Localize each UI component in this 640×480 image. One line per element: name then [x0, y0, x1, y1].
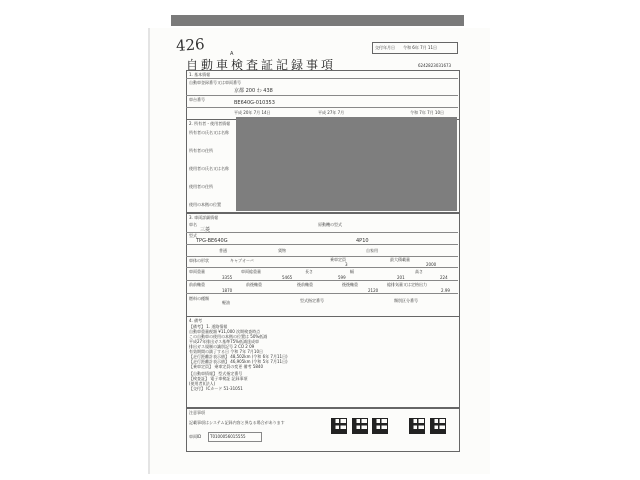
max-load-value: 2000: [426, 262, 437, 267]
document-number: 6242823031673: [418, 63, 452, 68]
engine-label: 原動機の型式: [318, 222, 342, 227]
remark-line: (使用者)(法人): [189, 381, 216, 386]
remark-line: 排出ガス規制の識別記号 2 CO 2 09: [189, 344, 255, 349]
section4-heading: 4. 備考: [189, 318, 203, 323]
axle-rear-rear-label: 後後軸重: [342, 282, 358, 287]
fuel-value: 軽油: [222, 300, 230, 305]
document-header-bar: [171, 15, 464, 26]
chassis-label: 車台番号: [189, 97, 205, 102]
qr-code-icon: [430, 418, 446, 434]
section2-heading: 2. 所有者・使用者情報: [189, 121, 231, 126]
weight-value: 3355: [222, 275, 233, 280]
gross-weight-label: 車両総重量: [241, 269, 261, 274]
remark-line: 【走行距離計表示値】 46,905km (令和 5年 7月11日): [189, 359, 288, 364]
small-mark: A: [230, 51, 234, 57]
class-label: 類別区分番号: [394, 298, 418, 303]
engine-value: 4P10: [356, 238, 369, 244]
use-value: 普通: [219, 248, 227, 253]
date-3: 令和 7年 7月 10日: [410, 110, 444, 115]
maker-label: 車名: [189, 222, 197, 227]
remark-line: 自動車重量税額 ¥11,000 次期検査時点: [189, 329, 261, 334]
redaction-block: [236, 117, 457, 211]
qr-code-icon: [331, 418, 347, 434]
remark-line: 平成27年排出ガス基準75%低減達成車: [189, 339, 259, 344]
issue-date: 令和 6年 7月 11日: [403, 45, 437, 50]
remark-line: この自動車の使用の本拠の位置は 50%低減: [189, 334, 268, 339]
remark-line: 有効期間の満了する日 令和 7年 7月10日: [189, 349, 263, 354]
handwritten-number: 426: [175, 35, 206, 55]
user-address-label: 使用者の住所: [189, 184, 213, 189]
qr-code-icon: [372, 418, 388, 434]
height-label: 高さ: [415, 269, 423, 274]
displacement-label: 総排気量又は定格出力: [387, 282, 427, 287]
date-2: 平成 27年 7月: [318, 110, 345, 115]
width-value: 201: [397, 275, 405, 280]
body-value: キャブオーバ: [230, 258, 254, 263]
remark-line: 【自動車情報】 型式指定番号: [189, 371, 243, 376]
remark-line: 【備考】 1. 道路情報: [189, 324, 228, 329]
purpose-value: 貨物: [278, 248, 286, 253]
divider: [186, 232, 458, 233]
length-value: 599: [338, 275, 346, 280]
owner-address-label: 所有者の住所: [189, 148, 213, 153]
width-label: 幅: [350, 269, 354, 274]
axle-front-rear-label: 前後軸重: [246, 282, 262, 287]
divider: [186, 78, 458, 79]
remark-line: 【走行距離計表示値】 48,502km (令和 6年 7月11日): [189, 354, 288, 359]
document-title: 自動車検査証記録事項: [186, 58, 337, 72]
axle-rear-front-label: 後前軸重: [297, 282, 313, 287]
capacity-value: 3: [345, 262, 348, 267]
divider: [186, 107, 458, 108]
date-1: 平成 20年 7月 14日: [234, 110, 271, 115]
private-business-value: 自家用: [366, 248, 378, 253]
axle-front-front-label: 前前軸重: [189, 282, 205, 287]
gross-weight-value: 5465: [282, 275, 293, 280]
divider: [186, 267, 458, 268]
remark-line: 【乗車定員】 乗車定員の変更 備考 5840: [189, 364, 263, 369]
remark-line: 【交付】 ICカード 51-31051: [189, 386, 243, 391]
divider: [186, 244, 458, 245]
issue-date-label: 交付年月日: [375, 45, 395, 50]
user-name-label: 使用者の氏名又は名称: [189, 166, 229, 171]
weight-label: 車両重量: [189, 269, 205, 274]
reg-label: 自動車登録番号又は車両番号: [189, 80, 241, 85]
fuel-label: 燃料の種類: [189, 296, 209, 301]
chassis-value: BE640G-010353: [234, 100, 275, 106]
divider: [186, 293, 458, 294]
axle-rear-rear-value: 2120: [368, 288, 379, 293]
qr-code-icon: [352, 418, 368, 434]
base-location-label: 使用の本拠の位置: [189, 202, 221, 207]
section3-heading: 3. 車両詳細情報: [189, 215, 219, 220]
capacity-label: 乗車定員: [330, 257, 346, 262]
type-designation-label: 型式指定番号: [300, 298, 324, 303]
maker-value: 三菱: [200, 227, 211, 233]
section1-heading: 1. 基本情報: [189, 72, 211, 77]
issue-date-box: [372, 42, 458, 54]
divider: [186, 280, 458, 281]
displacement-value: 2.99: [441, 288, 450, 293]
model-label: 型式: [189, 233, 197, 238]
vehicle-id-label: 車両ID: [189, 434, 202, 439]
vehicle-id-value: T0100056015555: [210, 434, 246, 439]
qr-code-icon: [409, 418, 425, 434]
reg-value: 京都 200 わ 438: [234, 88, 273, 94]
max-load-label: 最大積載量: [390, 257, 410, 262]
model-value: TPG-BE640G: [196, 238, 228, 244]
remark-line: 【検査証】 電子車検証 記録事項: [189, 376, 248, 381]
owner-name-label: 所有者の氏名又は名称: [189, 130, 229, 135]
divider: [186, 95, 458, 96]
axle-front-front-value: 1870: [222, 288, 233, 293]
footer-note: 記載事項はシステム記録内容と異なる場合があります: [189, 420, 285, 425]
height-value: 224: [440, 275, 448, 280]
body-label: 車体の形状: [189, 258, 209, 263]
length-label: 長さ: [305, 269, 313, 274]
footer-heading: 注意事項: [189, 410, 205, 415]
divider: [186, 256, 458, 257]
